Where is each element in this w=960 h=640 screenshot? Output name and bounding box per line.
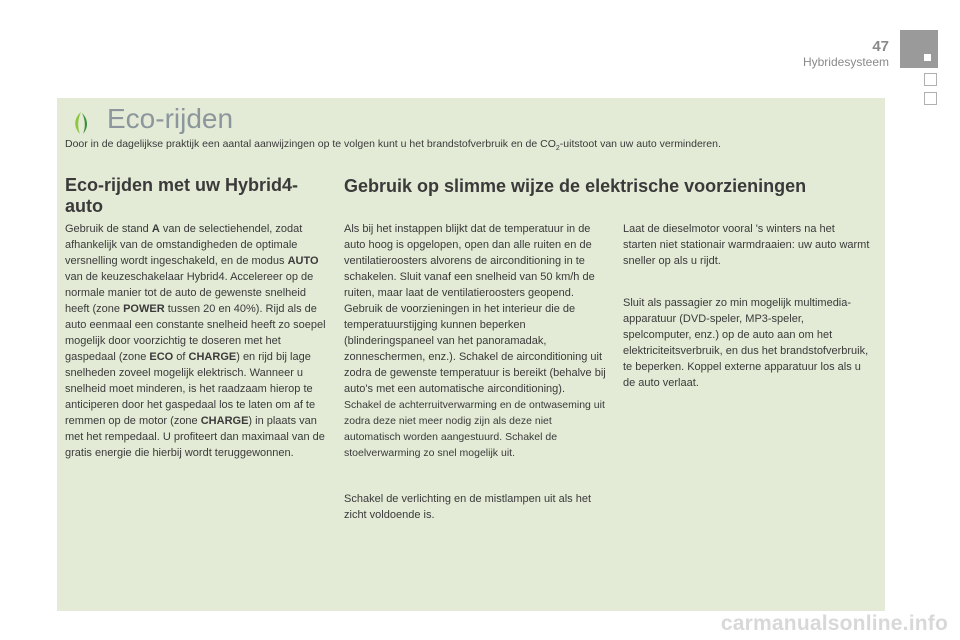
electrical-text-middle bbox=[344, 221, 606, 523]
paragraph-lighting: Schakel de verlichting en de mistlampen uit als het zicht voldoende is. bbox=[344, 493, 592, 521]
paragraph-climate: Als bij het instappen blijkt dat de temperatuur in de auto hoog is opgelopen, open dan alle ruiten en de ventilatieroosters alvorens de airconditioning in te schakelen. Sluit vanaf een snelheid van 50 km/h de ruiten, maar laat de ventilatieroosters geopend. Gebruik de voorzieningen in het interieur die de temperatuurstijging kunnen beperken (blinderingspaneel van het panoramadak, zonneschermen, enz.). Schakel de airconditioning uit zodra de gewenste temperatuur is bereikt (behalve bij auto's met een automatische airconditioning). bbox=[344, 223, 606, 395]
eco-driving-heading: Eco-rijden met uw Hybrid4-auto bbox=[65, 175, 299, 216]
paragraph-demist: Schakel de achterruitverwarming en de ontwaseming uit zodra deze niet meer nodig zijn als deze niet automatisch worden aangestuurd. Schakel de stoelverwarming zo snel mogelijk uit. bbox=[344, 399, 605, 459]
chapter-tab-box-2 bbox=[924, 92, 937, 105]
chapter-tab-mark bbox=[924, 54, 931, 61]
chapter-tab bbox=[900, 30, 938, 68]
eco-driving-text: Gebruik de stand A van de selectiehendel, zodat afhankelijk van de omstandigheden de optimale versnelling wordt ingeschakeld, en de modus AUTO van de keuzeschakelaar Hybrid4. Accelereer op de normale manier tot de auto de gewenste snelheid heeft (zone POWER tussen 20 en 40%). Rijd als de auto eenmaal een constante snelheid heeft zo soepel mogelijk door voorzichtig te doseren met het gaspedaal (zone ECO of CHARGE) en rijd bij lage snelheden zoveel mogelijk elektrisch. Wanneer u snelheid moet minderen, is het raadzaam hierop te anticiperen door het gaspedaal los te laten om af te remmen op de motor (zone CHARGE) in plaats van met het rempedaal. U profiteert dan maximaal van de gratis energie die hierbij wordt teruggewonnen. bbox=[65, 223, 326, 459]
paragraph-multimedia: Sluit als passagier zo min mogelijk multimedia-apparatuur (DVD-speler, MP3-speler, spelcomputer, enz.) op de auto aan om het elektriciteitsverbruik, en dus het brandstofverbruik, te beperken. Koppel externe apparatuur los als u de auto verlaat. bbox=[623, 297, 869, 389]
page-number: 47 bbox=[872, 38, 889, 55]
electrical-equipment-heading: Gebruik op slimme wijze de elektrische voorzieningen bbox=[344, 176, 807, 196]
electrical-text-right bbox=[623, 221, 871, 391]
eco-leaf-icon bbox=[68, 110, 94, 136]
paragraph-diesel: Laat de dieselmotor vooral 's winters na het starten niet stationair warmdraaien: uw auto warmt sneller op als u rijdt. bbox=[623, 223, 870, 267]
section-title: Hybridesysteem bbox=[802, 55, 889, 69]
chapter-tab-box-1 bbox=[924, 73, 937, 86]
intro-text: Door in de dagelijkse praktijk een aantal aanwijzingen op te volgen kunt u het brandstofverbruik en de $CO_2$-uitstoot van uw auto verminderen. bbox=[65, 138, 721, 153]
page-heading: Eco-rijden bbox=[107, 103, 234, 134]
watermark: carmanualsonline.info bbox=[720, 612, 948, 635]
